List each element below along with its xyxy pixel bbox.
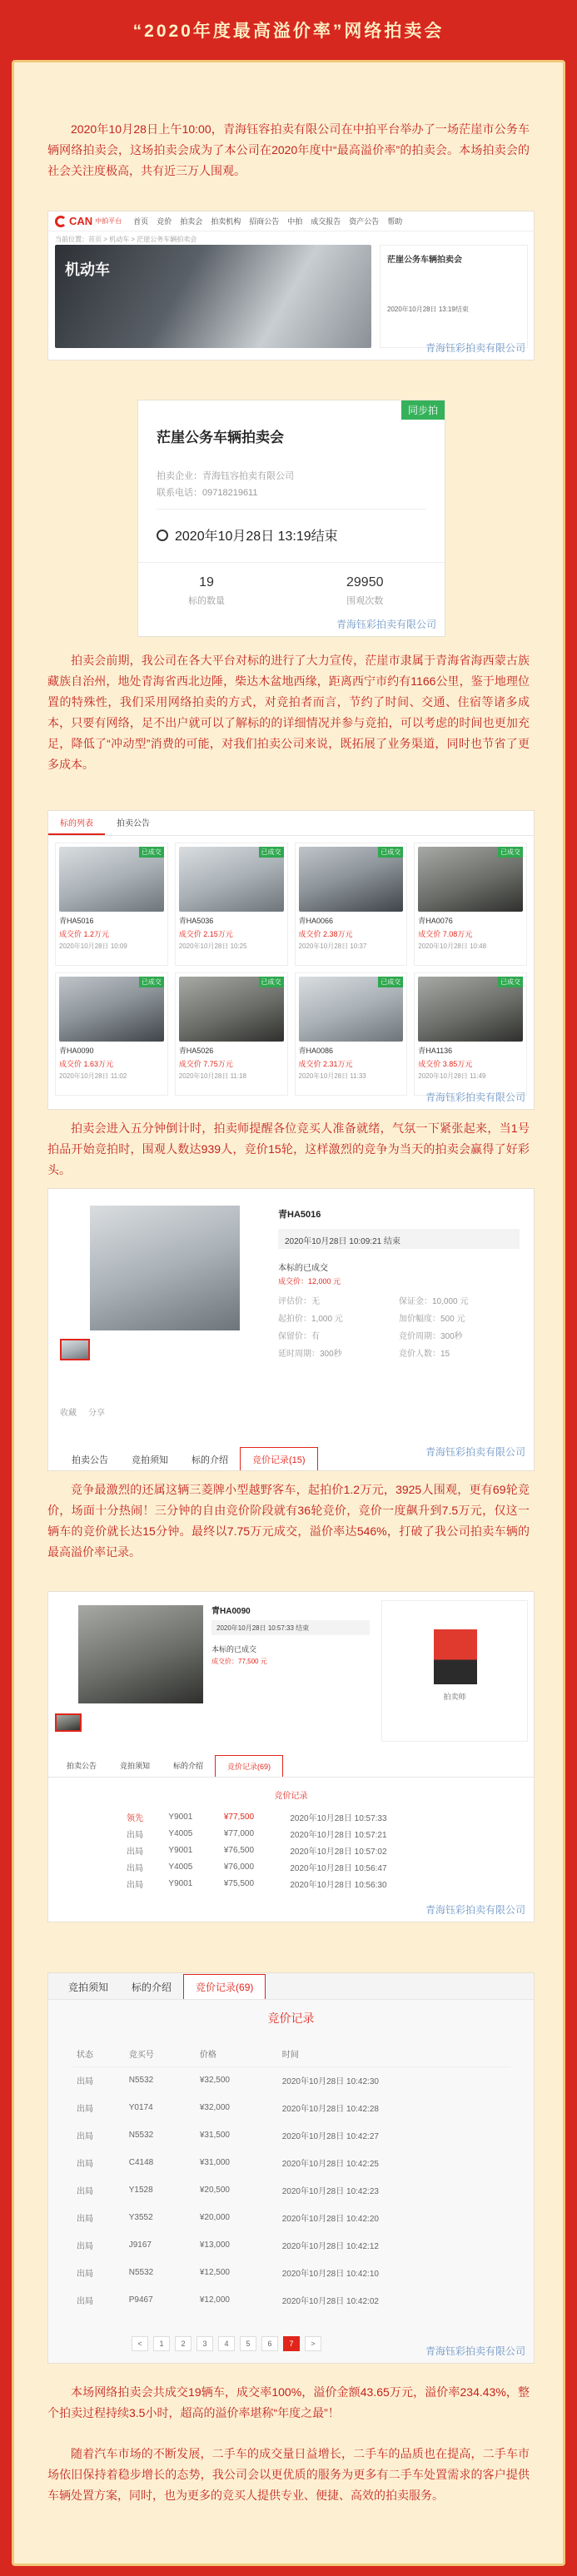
title-banner: [0, 0, 577, 60]
watermark: 青海钰彩拍卖有限公司: [425, 1092, 525, 1103]
vehicle-photo: [78, 1605, 203, 1703]
prev-page-button[interactable]: <: [132, 2336, 148, 2351]
table-row: 出局 N5532 ¥31,500 2020年10月28日 10:42:27: [77, 2131, 379, 2141]
can-logo: CAN 中拍平台: [55, 215, 122, 227]
lot-plate: 青HA0090: [211, 1607, 251, 1616]
watermark: 青海钰彩拍卖有限公司: [425, 2345, 525, 2357]
pagination: [132, 2336, 321, 2351]
vehicle-photo: [90, 1206, 240, 1330]
watermark: 青海钰彩拍卖有限公司: [425, 1446, 525, 1458]
table-row: 出局 P9467 ¥12,000 2020年10月28日 10:42:02: [77, 2295, 379, 2306]
page-button[interactable]: 1: [153, 2336, 170, 2351]
table-header: 状态 竞买号 价格 时间: [73, 2041, 510, 2066]
lot-card[interactable]: 已成交 青HA0086 成交价 2.31万元 2020年10月28日 11:33: [295, 972, 408, 1096]
article-body: [12, 60, 565, 2566]
nav-item[interactable]: 竞价: [157, 217, 172, 226]
sync-badge: 同步拍: [401, 400, 445, 420]
lot-end-time: 2020年10月28日 10:57:33 结束: [211, 1620, 370, 1635]
table-row: 出局 Y0174 ¥32,000 2020年10月28日 10:42:28: [77, 2103, 379, 2114]
watermark: 青海钰彩拍卖有限公司: [425, 342, 525, 354]
view-count-stat: 29950 围观次数: [346, 575, 384, 606]
top-nav: [133, 216, 402, 226]
bid-records-title: 竞价记录: [274, 1792, 308, 1801]
lot-card[interactable]: 已成交 青HA1136 成交价 3.85万元 2020年10月28日 11:49: [414, 972, 527, 1096]
deal-price: 成交价：77,500 元: [211, 1658, 267, 1665]
tab-bid-records[interactable]: 竞价记录(69): [215, 1755, 283, 1777]
auction-side-panel: 茫崖公务车辆拍卖会 2020年10月28日 13:19结束: [380, 245, 528, 348]
deal-price: 成交价：12,000 元: [278, 1277, 341, 1286]
page-button[interactable]: 6: [261, 2336, 278, 2351]
table-row: 出局 N5532 ¥32,500 2020年10月28日 10:42:30: [77, 2076, 379, 2087]
nav-item[interactable]: 帮助: [387, 217, 403, 226]
table-row: 出局 Y9001 ¥75,500 2020年10月28日 10:56:30: [127, 1878, 387, 1890]
lot-status: 本标的已成交: [211, 1645, 257, 1654]
record-tabs: [48, 1973, 534, 2000]
breadcrumb: 当前位置：首页 > 机动车 > 茫崖公务车辆拍卖会: [55, 236, 197, 243]
table-row: 领先 Y9001 ¥77,500 2020年10月28日 10:57:33: [127, 1812, 387, 1823]
phone-label: 联系电话：09718219611: [157, 488, 258, 498]
top-lot-screenshot: [47, 1591, 535, 1922]
favorite-link[interactable]: 收藏: [60, 1409, 77, 1418]
page-button[interactable]: 5: [240, 2336, 256, 2351]
closing-paragraph: 随着汽车市场的不断发展，二手车的成交量日益增长，二手车的品质也在提高，二手车市场依旧保持着稳步增长的态势，我公司会以更优质的服务为更多有二手车处置需求的客户提供车辆处置方案，同时，也为更多的竞买人提供专业、便捷、高效的拍卖服务。: [47, 2447, 530, 2502]
page-button[interactable]: 3: [196, 2336, 213, 2351]
nav-item[interactable]: 拍卖机构: [211, 217, 241, 226]
nav-item[interactable]: 成交报告: [311, 217, 341, 226]
page-button[interactable]: 2: [175, 2336, 192, 2351]
lot-grid: [55, 843, 527, 1096]
table-row: 出局 Y3552 ¥20,000 2020年10月28日 10:42:20: [77, 2213, 379, 2224]
table-row: 出局 C4148 ¥31,000 2020年10月28日 10:42:25: [77, 2158, 379, 2169]
tab-bid-records[interactable]: 竞价记录(15): [240, 1447, 318, 1471]
hero-image: 机动车: [55, 245, 371, 348]
tab-announcement[interactable]: 拍卖公告: [67, 1762, 97, 1770]
lot-card[interactable]: 已成交 青HA5016 成交价 1.2万元 2020年10月28日 10:09: [55, 843, 168, 966]
bid-records-table: [123, 1808, 473, 1892]
tab-bid-records[interactable]: 竞价记录(69): [183, 1974, 266, 1999]
result-paragraph: 本场网络拍卖会共成交19辆车，成交率100%，溢价金额43.65万元，溢价率234.43%，整个拍卖过程持续3.5小时，超高的溢价率堪称“年度之最”！: [47, 2385, 530, 2419]
nav-item[interactable]: 首页: [133, 217, 149, 226]
tab-bidding-notice[interactable]: 竞拍须知: [68, 1982, 109, 1993]
share-link[interactable]: 分享: [88, 1409, 105, 1418]
tab-bidding-notice[interactable]: 竞拍须知: [120, 1762, 151, 1770]
lot-tabs: [48, 811, 534, 836]
platform-page-screenshot: [47, 211, 535, 361]
lot-card[interactable]: 已成交 青HA0066 成交价 2.38万元 2020年10月28日 10:37: [295, 843, 408, 966]
page-button[interactable]: 4: [218, 2336, 235, 2351]
lot-card[interactable]: 已成交 青HA0090 成交价 1.63万元 2020年10月28日 11:02: [55, 972, 168, 1096]
auction-info-card: [137, 400, 445, 637]
watermark: 青海钰彩拍卖有限公司: [336, 619, 436, 630]
lot-fields: 评估价：无 保证金：10,000 元 起拍价：1,000 元 加价幅度：500 元 保留价：有 竞价周期：300秒 延时周期：300秒 竞价人数：15: [278, 1297, 469, 1359]
bid-records-table: [73, 2041, 510, 2314]
lot-detail-screenshot: [47, 1188, 535, 1471]
bid-records-screenshot: [47, 1972, 535, 2364]
thumbnail-strip: [60, 1339, 90, 1360]
current-page-button[interactable]: 7: [283, 2336, 300, 2351]
bid-records-title: 竞价记录: [267, 2012, 315, 2025]
organizer-label: 拍卖企业：青海钰容拍卖有限公司: [157, 471, 294, 481]
lot-status: 本标的已成交: [278, 1264, 328, 1273]
table-row: 出局 J9167 ¥13,000 2020年10月28日 10:42:12: [77, 2240, 379, 2251]
tab-announcement[interactable]: 拍卖公告: [72, 1455, 108, 1465]
tab-bidding-notice[interactable]: 竞拍须知: [132, 1455, 168, 1465]
detail-tabs: [48, 1755, 534, 1778]
first-lot-paragraph: 拍卖会进入五分钟倒计时，拍卖师提醒各位竞买人准备就绪，气氛一下紧张起来，当1号拍品开始竞拍时，围观人数达939人，竞价15轮，这样激烈的竞争为当天的拍卖会赢得了好彩头。: [47, 1121, 530, 1176]
lot-card[interactable]: 已成交 青HA5026 成交价 7.75万元 2020年10月28日 11:18: [175, 972, 288, 1096]
lot-list-screenshot: [47, 810, 535, 1110]
tab-announcement[interactable]: 拍卖公告: [117, 819, 150, 828]
table-row: 出局 Y4005 ¥77,000 2020年10月28日 10:57:21: [127, 1828, 387, 1840]
auctioneer-photo: [434, 1629, 477, 1684]
tab-lot-intro[interactable]: 标的介绍: [173, 1762, 204, 1770]
thumbnail-strip: [55, 1713, 82, 1732]
auction-title: 茫崖公务车辆拍卖会: [157, 430, 284, 445]
next-page-button[interactable]: >: [305, 2336, 321, 2351]
table-row: 出局 Y9001 ¥76,500 2020年10月28日 10:57:02: [127, 1845, 387, 1857]
nav-item[interactable]: 拍卖会: [180, 217, 203, 226]
intro-paragraph: 2020年10月28日上午10:00，青海钰容拍卖有限公司在中拍平台举办了一场茫崖市公务车辆网络拍卖会，这场拍卖会成为了本公司在2020年度中“最高溢价率”的拍卖会。本场拍卖会的社会关注度极高，共有近三万人围观。: [47, 122, 530, 177]
lot-plate: 青HA5016: [278, 1210, 321, 1220]
tab-lot-intro[interactable]: 标的介绍: [192, 1455, 228, 1465]
lot-count-stat: 19 标的数量: [188, 575, 225, 606]
lot-card[interactable]: 已成交 青HA0076 成交价 7.08万元 2020年10月28日 10:48: [414, 843, 527, 966]
nav-item[interactable]: 资产公告: [349, 217, 380, 226]
lot-card[interactable]: 已成交 青HA5036 成交价 2.15万元 2020年10月28日 10:25: [175, 843, 288, 966]
table-row: 出局 Y4005 ¥76,000 2020年10月28日 10:56:47: [127, 1862, 387, 1873]
table-row: 出局 N5532 ¥12,500 2020年10月28日 10:42:10: [77, 2268, 379, 2279]
lot-end-time: 2020年10月28日 10:09:21 结束: [278, 1229, 520, 1249]
lot-action-links: [60, 1405, 105, 1418]
tab-lot-list[interactable]: 标的列表: [48, 811, 105, 835]
end-time-row: 2020年10月28日 13:19结束: [157, 525, 338, 545]
clock-icon: [157, 530, 168, 541]
table-row: 出局 Y1528 ¥20,500 2020年10月28日 10:42:23: [77, 2186, 379, 2196]
nav-item[interactable]: 招商公告: [249, 217, 280, 226]
watermark: 青海钰彩拍卖有限公司: [425, 1904, 525, 1916]
tab-lot-intro[interactable]: 标的介绍: [132, 1982, 172, 1993]
top-lot-paragraph: 竞争最激烈的还属这辆三菱牌小型越野客车，起拍价1.2万元，3925人围观，更有69轮竞价，场面十分热闹！三分钟的自由竞价阶段就有36轮竞价，竞价一度飙升到7.5万元，仅这一辆车的竞价就长达15分钟。最终以7.75万元成交，溢价率达546%，打破了我公司拍卖车辆的最高溢价率记录。: [47, 1483, 530, 1559]
preparation-paragraph: 拍卖会前期，我公司在各大平台对标的进行了大力宣传，茫崖市隶属于青海省海西蒙古族藏族自治州，地处青海省西北边陲，柴达木盆地西缘，距离西宁市约有1166公里，鉴于地理位置的特殊性，我们采用网络拍卖的方式，对竞拍者而言，节约了时间、交通、住宿等诸多成本，只要有网络，足不出户就可以了解标的的详细情况并参与竞拍，可以考虑的时间也更加充足，降低了“冲动型”消费的可能，对我们拍卖公司来说，既拓展了业务渠道，同时也节省了更多成本。: [47, 654, 530, 771]
logo-mark-icon: [55, 216, 67, 227]
nav-item[interactable]: 中拍: [287, 217, 303, 226]
auctioneer-card: 拍卖师: [381, 1600, 528, 1742]
page-title: “2020年度最高溢价率”网络拍卖会: [132, 22, 445, 41]
